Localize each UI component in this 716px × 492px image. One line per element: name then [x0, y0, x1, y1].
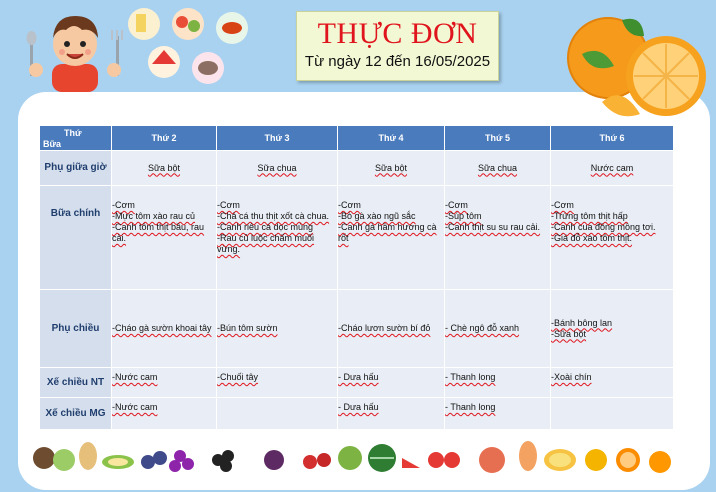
menu-cell: [338, 290, 445, 368]
menu-table: [39, 125, 674, 430]
corner-meal-label: Bữa: [43, 139, 62, 149]
page-title: THỰC ĐƠN: [317, 17, 478, 50]
table-header-row: [40, 126, 674, 151]
dish-text: -Sữa bột: [551, 328, 587, 339]
child-chef-icon: [22, 4, 128, 92]
menu-cell: [338, 186, 445, 290]
dish-text: -Canh tôm thịt bầu, rau cải.: [112, 222, 205, 243]
menu-cell: [445, 368, 551, 398]
menu-cell: [445, 151, 551, 186]
dish-text: - Dưa hấu: [338, 372, 379, 382]
dish-text: -Bánh bông lan: [551, 317, 613, 328]
dish-text: -Nước cam: [112, 372, 158, 382]
menu-cell: [551, 368, 674, 398]
day-header: Thứ 4: [338, 126, 445, 151]
dish-text: -Canh riêu cá dọc mùng: [217, 222, 314, 232]
row-snack-afternoon: [40, 290, 674, 368]
day-header: Thứ 3: [217, 126, 338, 151]
row-late-snack-nt: [40, 368, 674, 398]
meal-label: Phụ chiều: [40, 290, 112, 368]
menu-cell: [445, 186, 551, 290]
dish-text: Sữa chua: [257, 162, 297, 173]
menu-cell: [112, 368, 217, 398]
dish-text: -Cơm: [338, 200, 361, 210]
dish-text: -Cơm: [551, 200, 574, 210]
dish-text: -Canh thịt su su rau cải.: [445, 222, 541, 232]
menu-cell: [551, 186, 674, 290]
row-main-meal: [40, 186, 674, 290]
row-late-snack-mg: [40, 398, 674, 430]
menu-cell: [551, 290, 674, 368]
dish-text: -Cơm: [112, 200, 135, 210]
day-header: Thứ 6: [551, 126, 674, 151]
menu-cell: [112, 398, 217, 430]
dish-text: -Rau củ luộc chấm muối vừng.: [217, 233, 315, 254]
meal-label: Xế chiều NT: [40, 368, 112, 398]
dish-text: - Chè ngô đỗ xanh: [445, 323, 520, 333]
dish-text: -Nước cam: [112, 402, 158, 412]
menu-cell: [338, 368, 445, 398]
dish-text: -Canh gà hầm hương cà rốt: [338, 222, 437, 243]
dish-text: - Dưa hấu: [338, 402, 379, 412]
day-header: Thứ 2: [112, 126, 217, 151]
menu-cell: [338, 398, 445, 430]
menu-cell: [338, 151, 445, 186]
dish-text: -Trứng tôm thịt hấp: [551, 211, 628, 221]
dish-text: -Cháo gà sườn khoai tây: [112, 323, 212, 333]
dish-text: Sữa bột: [374, 162, 408, 173]
menu-cell: [217, 186, 338, 290]
meal-label: Bữa chính: [40, 186, 112, 290]
dish-text: Sữa chua: [477, 162, 518, 173]
menu-cell: [551, 151, 674, 186]
dish-text: -Chuối tây: [217, 372, 259, 382]
dish-text: -Giá đỗ xào tôm thịt.: [551, 233, 633, 243]
fruit-row-icon: [30, 438, 690, 474]
meal-label: Xế chiều MG: [40, 398, 112, 430]
dish-text: -Cơm: [217, 200, 240, 210]
dish-text: -Bún tôm sườn: [217, 323, 278, 333]
menu-cell: [445, 290, 551, 368]
menu-cell: [112, 186, 217, 290]
dish-text: - Thanh long: [445, 402, 496, 412]
corner-day-label: Thứ: [64, 128, 82, 138]
food-plates-icon: [124, 6, 252, 90]
menu-cell: [551, 398, 674, 430]
dish-text: -Chả cá thu thịt xốt cà chua.: [217, 211, 330, 221]
dish-text: -Bò gà xào ngũ sắc: [338, 211, 416, 221]
dish-text: - Thanh long: [445, 372, 496, 382]
day-header: Thứ 5: [445, 126, 551, 151]
corner-header: [40, 126, 112, 151]
title-box: [296, 11, 499, 81]
dish-text: -Xoài chín: [551, 372, 592, 382]
row-snack-morning: [40, 151, 674, 186]
dish-text: -Cơm: [445, 200, 468, 210]
date-range: Từ ngày 12 đến 16/05/2025: [304, 53, 491, 70]
menu-cell: [217, 398, 338, 430]
dish-text: -Mực tôm xào rau củ: [112, 211, 196, 221]
dish-text: Nước cam: [590, 162, 634, 173]
orange-fruit-icon: [562, 14, 710, 126]
dish-text: -Cháo lươn sườn bí đỏ: [338, 323, 431, 333]
dish-text: Sữa bột: [147, 162, 181, 173]
menu-cell: [112, 290, 217, 368]
menu-cell: [445, 398, 551, 430]
menu-cell: [217, 151, 338, 186]
dish-text: -Súp tôm: [445, 211, 482, 221]
meal-label: Phụ giữa giờ: [40, 151, 112, 186]
menu-cell: [217, 368, 338, 398]
dish-text: -Canh cua đồng mồng tơi.: [551, 222, 656, 232]
menu-cell: [112, 151, 217, 186]
menu-cell: [217, 290, 338, 368]
